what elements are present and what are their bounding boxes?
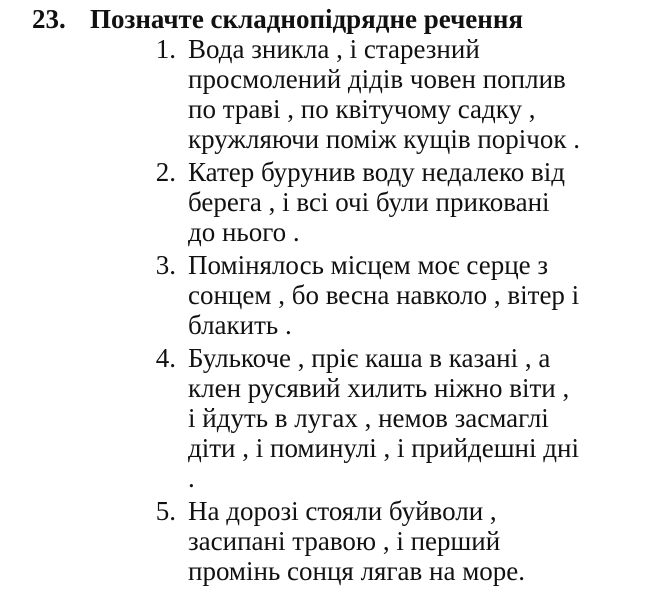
option-marker: 5. (155, 496, 176, 526)
option-text (188, 34, 658, 154)
answer-option-2[interactable] (0, 157, 666, 247)
option-marker: 2. (155, 157, 176, 187)
option-line: клен русявий хилить ніжно віти , (188, 373, 570, 403)
option-line: діти , і поминулі , і прийдешні дні (188, 433, 579, 463)
option-marker: 4. (155, 343, 176, 373)
option-line: кружляючи поміж кущів порічок . (188, 124, 580, 154)
question-number: 23. (32, 4, 66, 34)
option-line: промінь сонця лягав на море. (188, 556, 526, 586)
question-title: Позначте складнопідрядне речення (90, 4, 524, 34)
option-text (188, 343, 658, 493)
option-line: засипані травою , і перший (188, 526, 501, 556)
option-marker: 3. (155, 250, 176, 280)
option-line: до нього . (188, 217, 300, 247)
answer-options-list (0, 34, 666, 589)
option-line: і йдуть в лугах , немов засмаглі (188, 403, 549, 433)
option-line: по траві , по квітучому садку , (188, 94, 536, 124)
answer-option-4[interactable] (0, 343, 666, 493)
answer-option-1[interactable] (0, 34, 666, 154)
answer-option-3[interactable] (0, 250, 666, 340)
option-line: . (188, 463, 195, 493)
option-text (188, 496, 658, 586)
option-line: Вода зникла , і старезний (188, 34, 480, 64)
answer-option-5[interactable] (0, 496, 666, 586)
option-text (188, 157, 658, 247)
option-text (188, 250, 658, 340)
option-line: блакить . (188, 310, 292, 340)
option-line: Помінялось місцем моє серце з (188, 250, 549, 280)
option-line: сонцем , бо весна навколо , вітер і (188, 280, 580, 310)
question-heading (32, 2, 662, 36)
option-line: просмолений дідів човен поплив (188, 64, 566, 94)
option-marker: 1. (155, 34, 176, 64)
option-line: берега , і всі очі були приковані (188, 187, 550, 217)
option-line: Катер бурунив воду недалеко від (188, 157, 565, 187)
option-line: На дорозі стояли буйволи , (188, 496, 497, 526)
option-line: Булькоче , пріє каша в казані , а (188, 343, 551, 373)
